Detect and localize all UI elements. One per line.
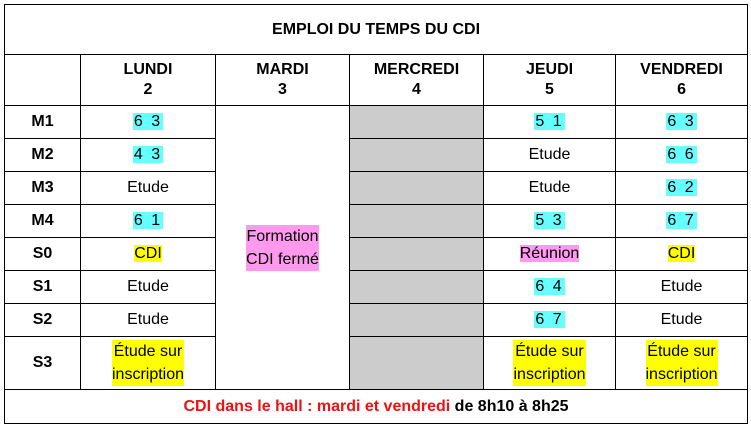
timetable bbox=[4, 4, 748, 424]
day-name: VENDREDI bbox=[640, 61, 723, 78]
cell-lundi-s3 bbox=[81, 337, 216, 390]
slot-label: S3 bbox=[5, 337, 81, 390]
class-tag: 6 4 bbox=[535, 278, 564, 295]
corner-cell bbox=[5, 55, 81, 106]
cell-lundi-s2: Etude bbox=[81, 304, 216, 337]
cell-vendredi-s3 bbox=[616, 337, 748, 390]
day-number: 5 bbox=[545, 81, 554, 98]
cdi-tag: CDI bbox=[134, 245, 162, 262]
study-line2: inscription bbox=[111, 366, 185, 383]
slot-row-s3 bbox=[5, 337, 748, 390]
cell-mercredi-m2 bbox=[350, 139, 484, 172]
cell-mercredi-m1 bbox=[350, 106, 484, 139]
cell-lundi-s0 bbox=[81, 238, 216, 271]
class-tag: 6 7 bbox=[535, 311, 564, 328]
study-line2: inscription bbox=[513, 366, 586, 383]
day-header-vendredi bbox=[616, 55, 748, 106]
cell-mercredi-s3 bbox=[350, 337, 484, 390]
slot-row-m3 bbox=[5, 172, 748, 205]
day-number: 4 bbox=[412, 81, 421, 98]
day-name: MARDI bbox=[256, 61, 309, 78]
footer-hours: de 8h10 à 8h25 bbox=[450, 397, 569, 415]
slot-label: M1 bbox=[5, 106, 81, 139]
timetable-sheet bbox=[4, 4, 747, 431]
slot-label: M2 bbox=[5, 139, 81, 172]
cell-vendredi-s0 bbox=[616, 238, 748, 271]
cell-vendredi-s2: Etude bbox=[616, 304, 748, 337]
cell-mercredi-s0 bbox=[350, 238, 484, 271]
cell-jeudi-s2 bbox=[484, 304, 616, 337]
cell-jeudi-s0 bbox=[484, 238, 616, 271]
day-name: JEUDI bbox=[525, 61, 574, 78]
study-signup-tag bbox=[513, 340, 585, 386]
class-tag: 5 3 bbox=[535, 212, 564, 229]
cell-lundi-s1: Etude bbox=[81, 271, 216, 304]
cell-vendredi-m2 bbox=[616, 139, 748, 172]
slot-row-s1 bbox=[5, 271, 748, 304]
class-tag: 5 1 bbox=[535, 113, 564, 130]
page-title: EMPLOI DU TEMPS DU CDI bbox=[5, 5, 748, 55]
cell-mercredi-s2 bbox=[350, 304, 484, 337]
cell-mardi-formation bbox=[216, 106, 350, 390]
slot-label: M4 bbox=[5, 205, 81, 238]
cell-jeudi-s3 bbox=[484, 337, 616, 390]
cell-vendredi-m4 bbox=[616, 205, 748, 238]
cell-vendredi-m3 bbox=[616, 172, 748, 205]
cell-vendredi-s1: Etude bbox=[616, 271, 748, 304]
day-header-lundi bbox=[81, 55, 216, 106]
cell-lundi-m4 bbox=[81, 205, 216, 238]
cell-mercredi-m3 bbox=[350, 172, 484, 205]
cdi-tag: CDI bbox=[667, 245, 696, 262]
cell-jeudi-m1 bbox=[484, 106, 616, 139]
cell-jeudi-m3: Etude bbox=[484, 172, 616, 205]
cell-lundi-m1 bbox=[81, 106, 216, 139]
cell-lundi-m2 bbox=[81, 139, 216, 172]
class-tag: 6 2 bbox=[667, 179, 696, 196]
cell-jeudi-m4 bbox=[484, 205, 616, 238]
slot-row-s0 bbox=[5, 238, 748, 271]
class-tag: 6 1 bbox=[133, 212, 163, 229]
cell-jeudi-s1 bbox=[484, 271, 616, 304]
class-tag: 6 3 bbox=[133, 113, 163, 130]
cell-mercredi-s1 bbox=[350, 271, 484, 304]
class-tag: 6 7 bbox=[667, 212, 696, 229]
slot-row-m2 bbox=[5, 139, 748, 172]
cell-mercredi-m4 bbox=[350, 205, 484, 238]
study-line2: inscription bbox=[645, 366, 718, 383]
day-name: LUNDI bbox=[123, 61, 173, 78]
cell-lundi-m3: Etude bbox=[81, 172, 216, 205]
class-tag: 6 6 bbox=[667, 146, 696, 163]
header-row bbox=[5, 55, 748, 106]
slot-label: S2 bbox=[5, 304, 81, 337]
class-tag: 6 3 bbox=[667, 113, 696, 130]
slot-label: M3 bbox=[5, 172, 81, 205]
slot-row-m4 bbox=[5, 205, 748, 238]
day-header-mardi bbox=[216, 55, 350, 106]
day-header-mercredi bbox=[350, 55, 484, 106]
cell-jeudi-m2: Etude bbox=[484, 139, 616, 172]
footer-note bbox=[5, 390, 748, 424]
formation-label bbox=[246, 225, 319, 271]
study-line1: Étude sur bbox=[113, 343, 183, 360]
study-signup-tag bbox=[646, 340, 718, 386]
day-number: 2 bbox=[143, 81, 153, 98]
meeting-tag: Réunion bbox=[519, 245, 580, 262]
cell-vendredi-m1 bbox=[616, 106, 748, 139]
day-number: 6 bbox=[677, 81, 686, 98]
day-number: 3 bbox=[278, 81, 287, 98]
study-signup-tag bbox=[112, 340, 184, 386]
study-line1: Étude sur bbox=[515, 343, 584, 360]
day-header-jeudi bbox=[484, 55, 616, 106]
day-name: MERCREDI bbox=[373, 61, 460, 78]
footer-hall-info: CDI dans le hall : mardi et vendredi bbox=[183, 397, 451, 415]
formation-line1: Formation bbox=[246, 227, 319, 245]
slot-row-s2 bbox=[5, 304, 748, 337]
slot-label: S1 bbox=[5, 271, 81, 304]
study-line1: Étude sur bbox=[647, 343, 716, 360]
formation-line2: CDI fermé bbox=[246, 250, 319, 268]
slot-label: S0 bbox=[5, 238, 81, 271]
class-tag: 4 3 bbox=[133, 146, 163, 163]
slot-row-m1 bbox=[5, 106, 748, 139]
